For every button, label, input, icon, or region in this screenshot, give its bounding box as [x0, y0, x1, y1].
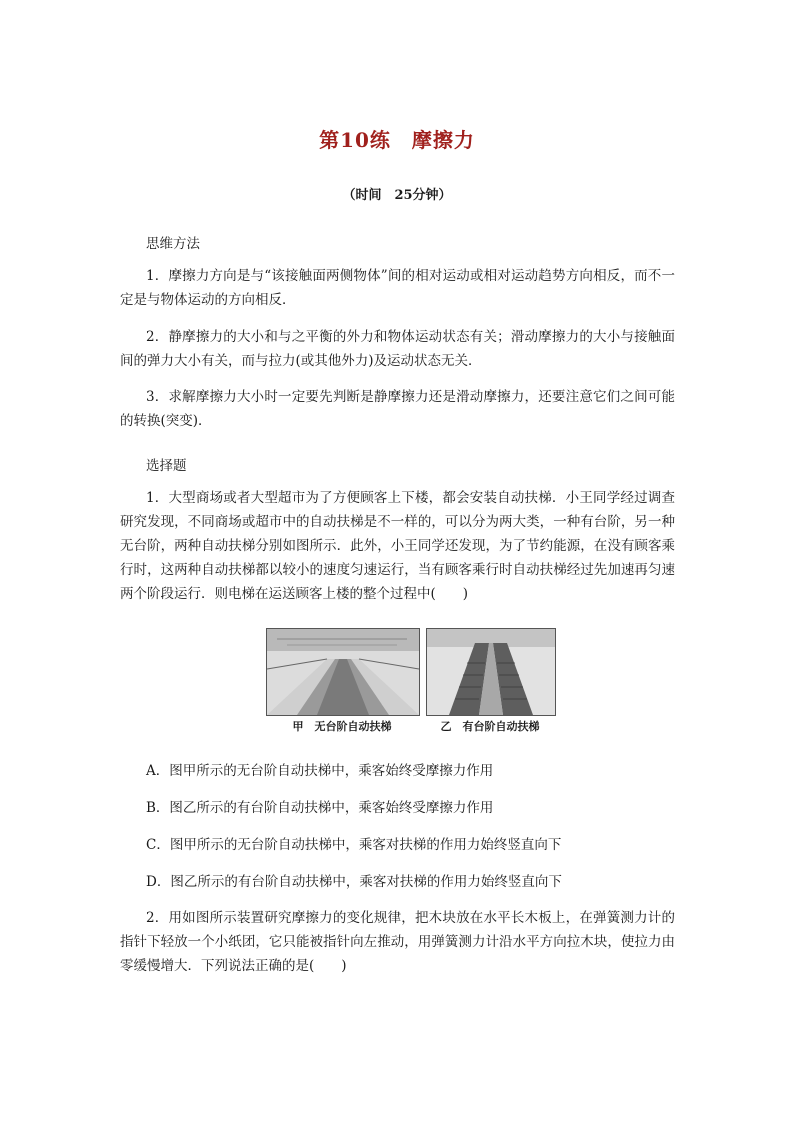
method-item-1: 1．摩擦力方向是与“该接触面两侧物体”间的相对运动或相对运动趋势方向相反，而不一定是与物体运动的方向相反．: [120, 268, 675, 308]
method-heading: 思维方法: [146, 236, 200, 252]
option-c: C．图甲所示的无台阶自动扶梯中，乘客对扶梯的作用力始终竖直向下: [146, 837, 562, 853]
option-d: D．图乙所示的有台阶自动扶梯中，乘客对扶梯的作用力始终竖直向下: [146, 874, 562, 890]
figure-caption-left: 甲 无台阶自动扶梯: [292, 720, 392, 733]
choice-heading: 选择题: [146, 458, 187, 474]
stepped-escalator-image: [426, 628, 556, 716]
option-a: A．图甲所示的无台阶自动扶梯中，乘客始终受摩擦力作用: [146, 763, 494, 779]
method-item-3: 3．求解摩擦力大小时一定要先判断是静摩擦力还是滑动摩擦力，还要注意它们之间可能的转换(突变)．: [120, 389, 675, 429]
flat-escalator-image: [266, 628, 420, 716]
question-2: 2．用如图所示装置研究摩擦力的变化规律，把木块放在水平长木板上，在弹簧测力计的指针下轻放一个小纸团，它只能被指针向左推动，用弹簧测力计沿水平方向拉木块，使拉力由零缓慢增大．下列说法正确的是( ): [120, 910, 675, 974]
question-1: 1．大型商场或者大型超市为了方便顾客上下楼，都会安装自动扶梯．小王同学经过调查研究发现，不同商场或超市中的自动扶梯是不一样的，可以分为两大类，一种有台阶，另一种无台阶，两种自动扶梯分别如图所示．此外，小王同学还发现，为了节约能源，在没有顾客乘行时，这两种自动扶梯都以较小的速度匀速运行，当有顾客乘行时自动扶梯经过先加速再匀速两个阶段运行．则电梯在运送顾客上楼的整个过程中( ): [120, 490, 675, 602]
time-limit: （时间 25分钟）: [342, 188, 452, 203]
method-item-2: 2．静摩擦力的大小和与之平衡的外力和物体运动状态有关；滑动摩擦力的大小与接触面间的弹力大小有关，而与拉力(或其他外力)及运动状态无关．: [120, 329, 675, 369]
option-b: B．图乙所示的有台阶自动扶梯中，乘客始终受摩擦力作用: [146, 800, 494, 816]
escalator-figure: [266, 628, 556, 738]
page-title: 第10练 摩擦力: [319, 128, 475, 152]
figure-caption-right: 乙 有台阶自动扶梯: [440, 720, 540, 733]
